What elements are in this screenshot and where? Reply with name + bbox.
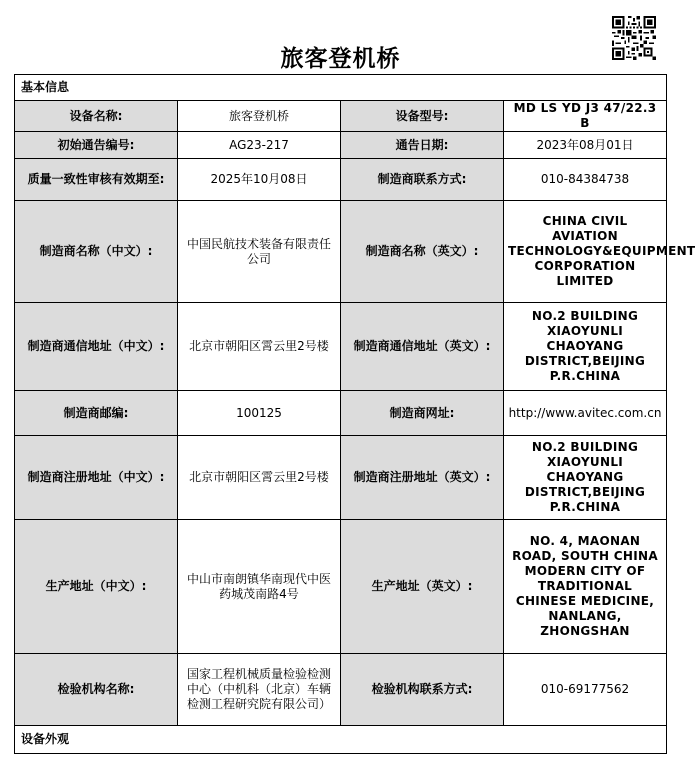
reg-addr-en-label: 制造商注册地址（英文）: [341,436,504,520]
reg-addr-cn-value: 北京市朝阳区霄云里2号楼 [178,436,341,520]
notice-no-value: AG23-217 [178,132,341,159]
table-row [15,132,667,159]
section-header-row [15,75,667,101]
website-label: 制造商网址: [341,391,504,436]
prod-addr-cn-value: 中山市南朗镇华南现代中医药城茂南路4号 [178,520,341,654]
device-name-label: 设备名称: [15,101,178,132]
inspect-contact-label: 检验机构联系方式: [341,654,504,726]
section-header-row [15,726,667,754]
notice-no-label: 初始通告编号: [15,132,178,159]
inspect-org-label: 检验机构名称: [15,654,178,726]
mail-addr-cn-value: 北京市朝阳区霄云里2号楼 [178,303,341,391]
prod-addr-cn-label: 生产地址（中文）: [15,520,178,654]
mail-addr-en-value: NO.2 BUILDING XIAOYUNLI CHAOYANG DISTRICT,BEIJING P.R.CHINA [504,303,667,391]
section-basic-info: 基本信息 [15,75,667,101]
contact-value: 010-84384738 [504,159,667,201]
mfr-name-cn-value: 中国民航技术装备有限责任公司 [178,201,341,303]
mfr-name-en-value: CHINA CIVIL AVIATION TECHNOLOGY&EQUIPMENT CORPORATION LIMITED [504,201,667,303]
validity-label: 质量一致性审核有效期至: [15,159,178,201]
document-title: 旅客登机桥 [280,46,401,72]
inspect-contact-value: 010-69177562 [504,654,667,726]
postcode-value: 100125 [178,391,341,436]
inspect-org-value: 国家工程机械质量检验检测中心（中机科（北京）车辆检测工程研究院有限公司） [178,654,341,726]
postcode-label: 制造商邮编: [15,391,178,436]
prod-addr-en-label: 生产地址（英文）: [341,520,504,654]
table-row [15,520,667,654]
contact-label: 制造商联系方式: [341,159,504,201]
basic-info-table [14,74,695,754]
section-appearance: 设备外观 [15,726,667,754]
table-row [15,101,667,132]
notice-date-label: 通告日期: [341,132,504,159]
table-row [15,159,667,201]
website-link[interactable]: http://www.avitec.com.cn [504,391,667,436]
mail-addr-en-label: 制造商通信地址（英文）: [341,303,504,391]
notice-date-value: 2023年08月01日 [504,132,667,159]
table-row [15,391,667,436]
qr-code-icon [612,16,656,60]
table-row [15,654,667,726]
table-row [15,436,667,520]
table-row [15,303,667,391]
mail-addr-cn-label: 制造商通信地址（中文）: [15,303,178,391]
mfr-name-en-label: 制造商名称（英文）: [341,201,504,303]
validity-value: 2025年10月08日 [178,159,341,201]
device-model-value: MD LS YD J3 47/22.3 B [504,101,667,132]
reg-addr-en-value: NO.2 BUILDING XIAOYUNLI CHAOYANG DISTRICT,BEIJING P.R.CHINA [504,436,667,520]
device-name-value: 旅客登机桥 [178,101,341,132]
prod-addr-en-value: NO. 4, MAONAN ROAD, SOUTH CHINA MODERN CITY OF TRADITIONAL CHINESE MEDICINE, NANLANG, ZHONGSHAN [504,520,667,654]
device-model-label: 设备型号: [341,101,504,132]
reg-addr-cn-label: 制造商注册地址（中文）: [15,436,178,520]
table-row [15,201,667,303]
mfr-name-cn-label: 制造商名称（中文）: [15,201,178,303]
